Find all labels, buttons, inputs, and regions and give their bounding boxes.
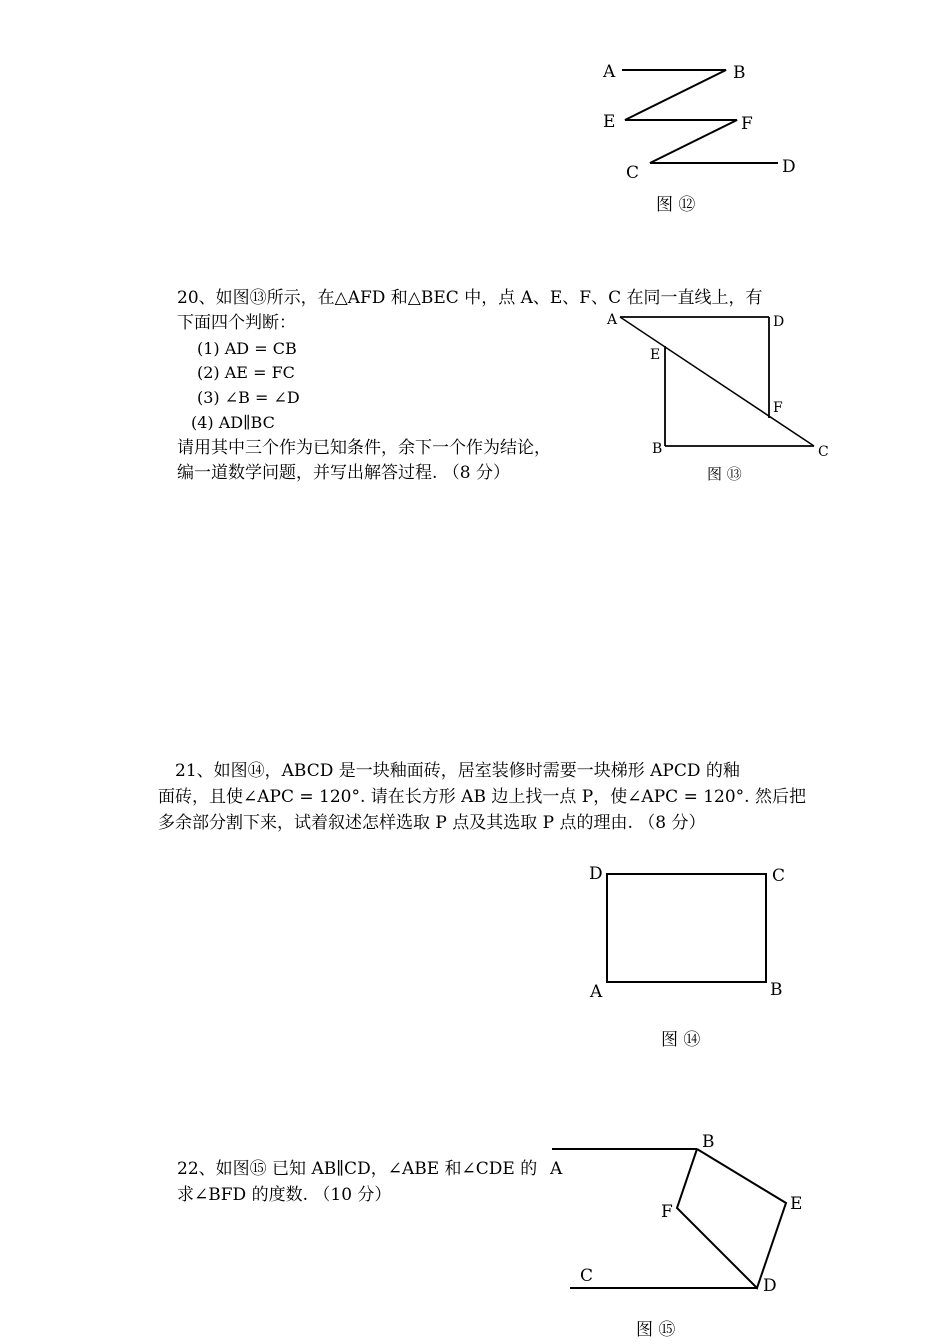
fig12-label-d: D — [782, 157, 796, 177]
q21-line-3: 多余部分割下来，试着叙述怎样选取 P 点及其选取 P 点的理由. （8 分） — [158, 813, 706, 833]
q20-line-2: 下面四个判断： — [177, 313, 296, 333]
fig12-label-b: B — [733, 63, 746, 83]
fig15-label-a: A — [550, 1159, 563, 1179]
q20-condition-2: (2) AE = FC — [197, 363, 295, 382]
fig15-label-b: B — [702, 1132, 715, 1152]
q20-line-1: 20、如图⑬所示，在△AFD 和△BEC 中，点 A、E、F、C 在同一直线上，有 — [177, 288, 763, 308]
fig13-label-c: C — [818, 444, 829, 460]
q21-line-1: 21、如图⑭，ABCD 是一块釉面砖，居室装修时需要一块梯形 APCD 的釉 — [175, 761, 740, 781]
figure-12-caption: 图 ⑫ — [656, 195, 696, 215]
fig15-label-f: F — [661, 1202, 673, 1222]
figure-14-caption: 图 ⑭ — [661, 1030, 701, 1050]
q22-line-2: 求∠BFD 的度数. （10 分） — [177, 1185, 392, 1205]
q21-line-2: 面砖，且使∠APC = 120°. 请在长方形 AB 边上找一点 P，使∠APC = 120°. 然后把 — [158, 787, 806, 807]
fig14-label-d: D — [589, 864, 603, 884]
fig12-label-c: C — [626, 163, 640, 183]
fig13-label-d: D — [773, 314, 785, 330]
fig13-label-b: B — [652, 441, 663, 457]
q20-condition-1: (1) AD = CB — [197, 339, 297, 358]
fig13-label-e: E — [650, 347, 661, 363]
fig12-label-a: A — [603, 62, 616, 82]
fig14-label-c: C — [772, 866, 786, 886]
fig12-label-f: F — [741, 114, 753, 134]
fig13-label-a: A — [607, 312, 618, 328]
q20-condition-3: (3) ∠B = ∠D — [197, 388, 300, 407]
fig12-label-e: E — [603, 112, 616, 132]
q20-line-4: 编一道数学问题，并写出解答过程. （8 分） — [177, 463, 511, 483]
fig14-label-b: B — [770, 980, 783, 1000]
q20-condition-4: (4) AD∥BC — [191, 413, 275, 432]
figure-15-caption: 图 ⑮ — [636, 1320, 676, 1340]
figure-13-caption: 图 ⑬ — [707, 465, 742, 483]
fig15-label-d: D — [763, 1276, 777, 1296]
fig15-label-c: C — [580, 1266, 594, 1286]
fig13-label-f: F — [773, 400, 783, 416]
fig15-label-e: E — [790, 1194, 803, 1214]
fig14-label-a: A — [590, 982, 603, 1002]
q22-line-1: 22、如图⑮ 已知 AB∥CD，∠ABE 和∠CDE 的 — [177, 1159, 538, 1179]
q20-line-3: 请用其中三个作为已知条件，余下一个作为结论， — [177, 438, 551, 458]
